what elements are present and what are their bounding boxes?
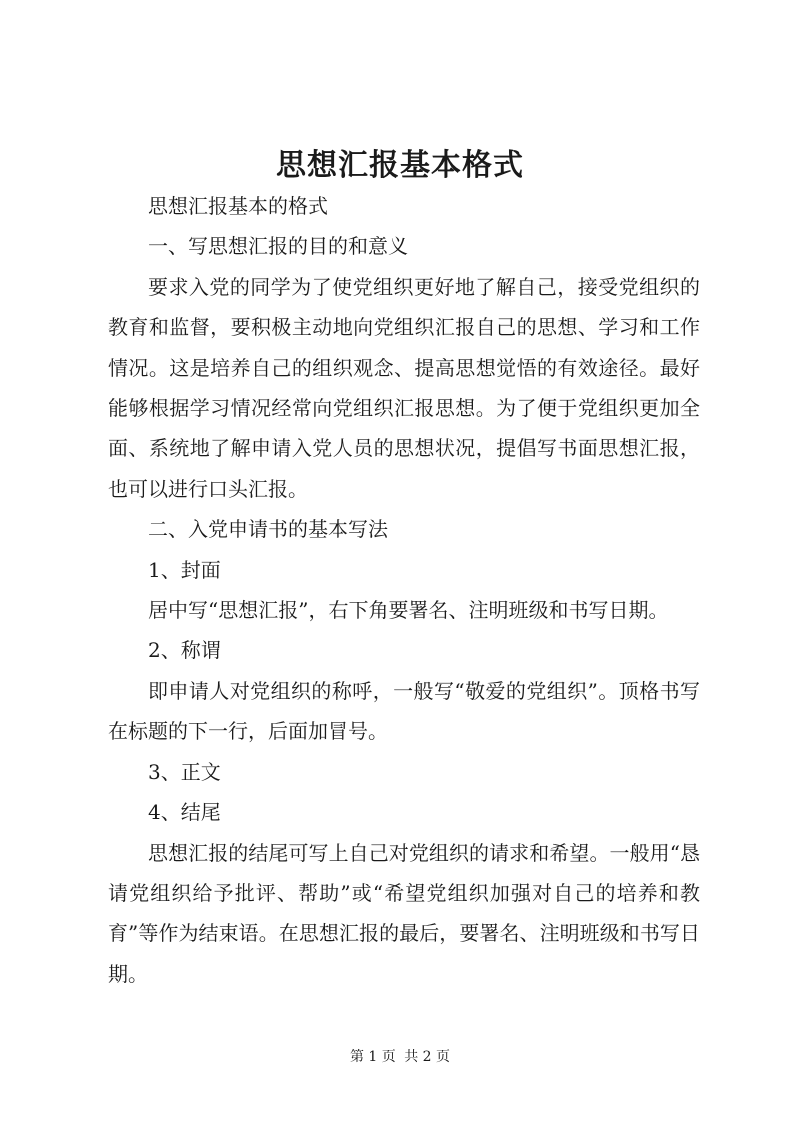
document-body [108, 186, 700, 994]
paragraph-cover-heading: 1、封面 [148, 557, 221, 582]
page-footer [0, 1046, 800, 1066]
paragraph-cover: 居中写“思想汇报”，右下角要署名、注明班级和书写日期。 [148, 598, 669, 623]
paragraph-body-heading: 3、正文 [148, 759, 221, 784]
paragraph-salutation: 即申请人对党组织的称呼，一般写“敬爱的党组织”。顶格书写在标题的下一行，后面加冒号。 [108, 678, 700, 744]
paragraph-heading-2: 二、入党申请书的基本写法 [148, 517, 388, 542]
page-total: 共 2 页 [404, 1049, 451, 1065]
paragraph-ending: 思想汇报的结尾可写上自己对党组织的请求和希望。一般用“恳请党组织给予批评、帮助”或“希望党组织加强对自己的培养和教育”等作为结束语。在思想汇报的最后，要署名、注明班级和书写日期。 [108, 840, 700, 986]
paragraph-salutation-heading: 2、称谓 [148, 638, 221, 663]
paragraph-ending-heading: 4、结尾 [148, 800, 221, 825]
document-title: 思想汇报基本格式 [276, 148, 524, 183]
page-number: 第 1 页 [349, 1049, 396, 1065]
paragraph-purpose: 要求入党的同学为了使党组织更好地了解自己，接受党组织的教育和监督，要积极主动地向党组织汇报自己的思想、学习和工作情况。这是培养自己的组织观念、提高思想觉悟的有效途径。最好能够根据学习情况经常向党组织汇报思想。为了便于党组织更加全面、系统地了解申请入党人员的思想状况，提倡写书面思想汇报，也可以进行口头汇报。 [108, 274, 700, 501]
paragraph-subtitle: 思想汇报基本的格式 [148, 194, 328, 218]
paragraph-heading-1: 一、写思想汇报的目的和意义 [148, 234, 408, 259]
